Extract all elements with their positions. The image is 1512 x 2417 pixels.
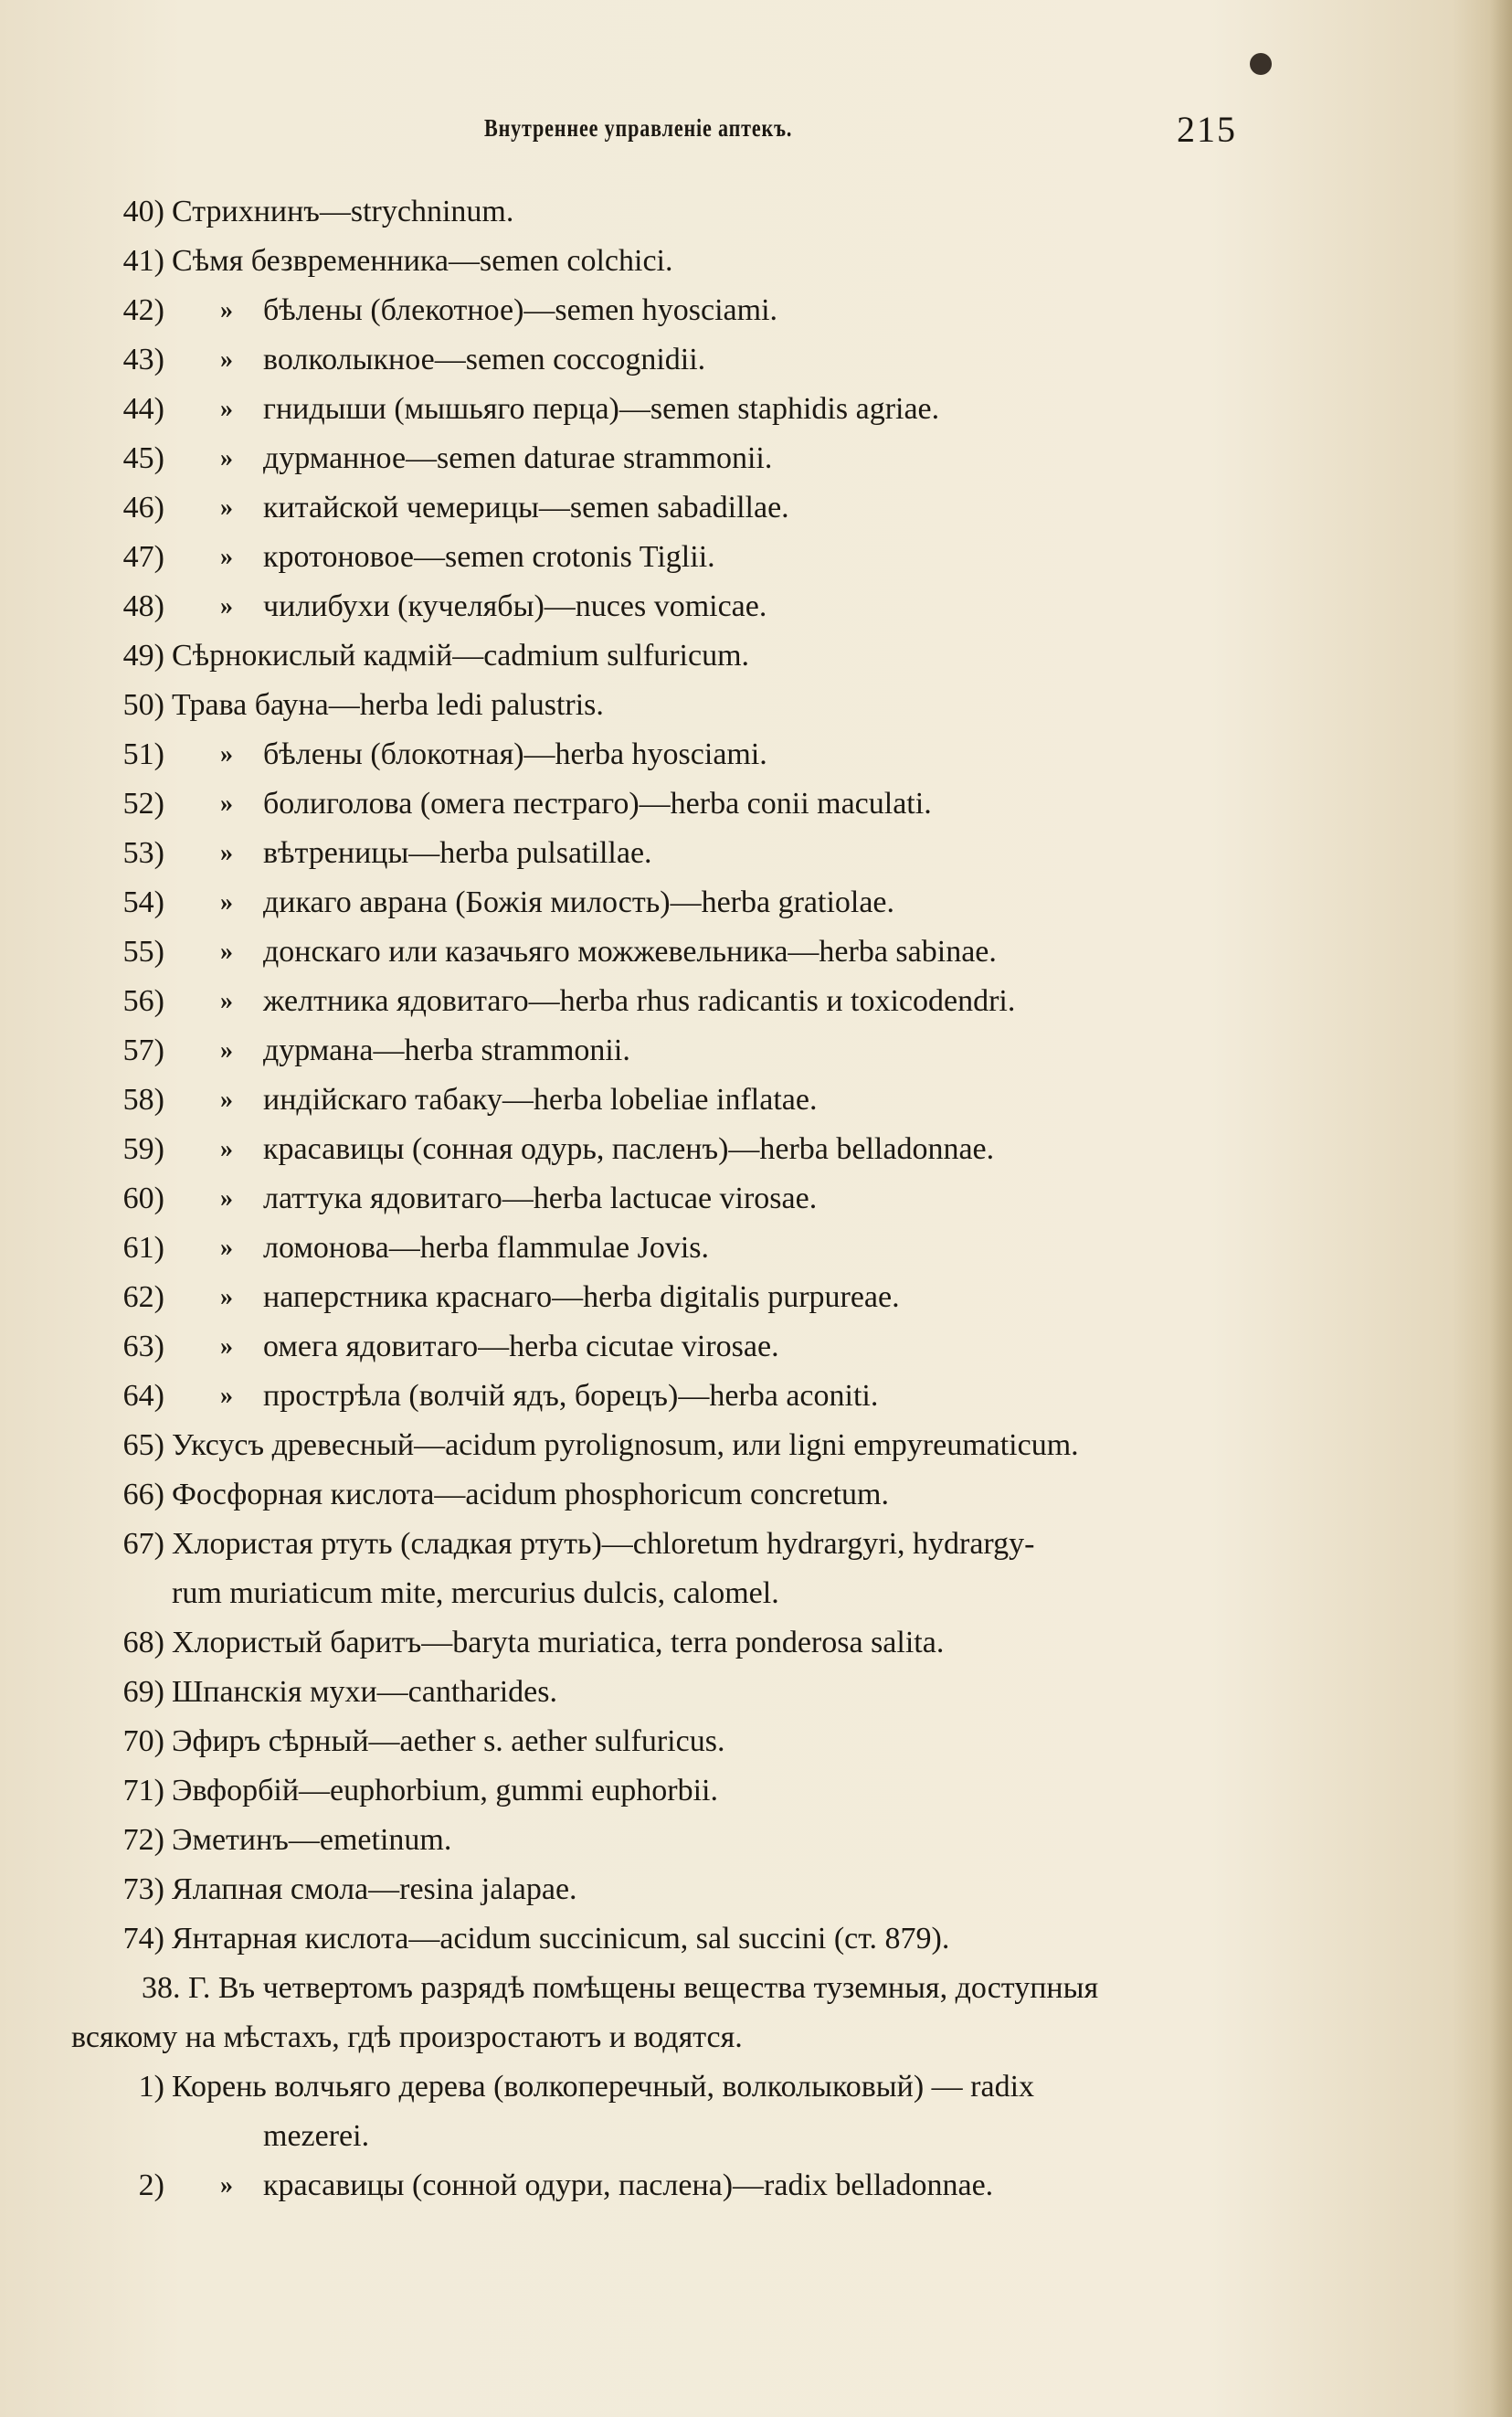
item-text: наперстника краснаго—herba digitalis purpureae.: [263, 1280, 900, 1314]
ditto-mark: »: [220, 1234, 233, 1262]
ditto-mark: »: [220, 740, 233, 769]
list-item: [0, 1224, 1512, 1273]
running-title: Внутреннее управленіе аптекъ.: [484, 114, 793, 142]
list-item: [0, 1076, 1512, 1125]
list-item: [0, 1914, 1512, 1964]
item-text: прострѣла (волчій ядъ, борецъ)—herba aconiti.: [263, 1379, 879, 1413]
ditto-mark: »: [220, 1086, 233, 1114]
ink-dot: [1250, 53, 1272, 75]
paragraph-text: 38. Г. Въ четвертомъ разрядѣ помѣщены вещества туземныя, доступныя: [142, 1971, 1099, 2005]
item-text: индійскаго табаку—herba lobeliae inflatae.: [263, 1083, 818, 1117]
item-number: 58): [122, 1083, 164, 1117]
item-number: 66): [122, 1478, 164, 1511]
ditto-mark: »: [220, 790, 233, 818]
ditto-mark: »: [220, 987, 233, 1015]
ditto-mark: »: [220, 296, 233, 324]
item-text: Трава бауна—herba ledi palustris.: [172, 688, 604, 722]
list-item: [0, 237, 1512, 286]
list-item: [0, 2062, 1512, 2112]
ditto-mark: »: [220, 592, 233, 620]
item-number: 62): [122, 1280, 164, 1314]
item-number: 71): [122, 1774, 164, 1807]
item-text: Хлористый баритъ—baryta muriatica, terra ponderosa salita.: [172, 1626, 945, 1659]
list-item: [0, 1816, 1512, 1865]
item-number: 59): [122, 1132, 164, 1166]
item-text: красавицы (сонной одури, паслена)—radix belladonnae.: [263, 2168, 994, 2202]
item-number: 61): [122, 1231, 164, 1265]
item-text: донскаго или казачьяго можжевельника—herba sabinae.: [263, 935, 997, 969]
item-text: Эфиръ сѣрный—aether s. aether sulfuricus.: [172, 1724, 725, 1758]
ditto-mark: »: [220, 1382, 233, 1410]
item-number: 60): [122, 1182, 164, 1215]
item-number: 74): [122, 1922, 164, 1956]
ditto-mark: »: [220, 1135, 233, 1163]
list-item: [0, 829, 1512, 878]
list-item: [0, 730, 1512, 779]
list-item: [0, 1668, 1512, 1717]
item-text: желтника ядовитаго—herba rhus radicantis и toxicodendri.: [263, 984, 1016, 1018]
list-item-continuation: [0, 2112, 1512, 2161]
list-item: [0, 483, 1512, 533]
item-number: 63): [122, 1330, 164, 1363]
ditto-mark: »: [220, 444, 233, 472]
list-item: [0, 878, 1512, 928]
list-item: [0, 187, 1512, 237]
item-text: бѣлены (блокотная)—herba hyosciami.: [263, 737, 767, 771]
list-item: [0, 385, 1512, 434]
item-text: Ялапная смола—resina jalapae.: [172, 1872, 577, 1906]
item-text: Янтарная кислота—acidum succinicum, sal succini (ст. 879).: [172, 1922, 950, 1956]
ditto-mark: »: [220, 839, 233, 867]
item-number: 40): [122, 195, 164, 228]
item-number: 45): [122, 441, 164, 475]
list-item: [0, 681, 1512, 730]
page-number: 215: [1177, 109, 1237, 150]
paragraph-line: [0, 1964, 1512, 2013]
list-item: [0, 1470, 1512, 1520]
item-number: 52): [122, 787, 164, 821]
item-number: 73): [122, 1872, 164, 1906]
item-text: омега ядовитаго—herba cicutae virosae.: [263, 1330, 779, 1363]
item-number: 41): [122, 244, 164, 278]
item-number: 56): [122, 984, 164, 1018]
item-text: Эметинъ—emetinum.: [172, 1823, 452, 1857]
item-text: латтука ядовитаго—herba lactucae virosae.: [263, 1182, 818, 1215]
item-text: кротоновое—semen crotonis Tiglii.: [263, 540, 715, 574]
item-number: 53): [122, 836, 164, 870]
item-number: 2): [138, 2168, 164, 2202]
item-number: 46): [122, 491, 164, 525]
list-item: [0, 1372, 1512, 1421]
item-number: 65): [122, 1428, 164, 1462]
list-item: [0, 1865, 1512, 1914]
item-number: 49): [122, 639, 164, 673]
item-number: 72): [122, 1823, 164, 1857]
list-item: [0, 434, 1512, 483]
item-text: mezerei.: [263, 2119, 370, 2153]
ditto-mark: »: [220, 1184, 233, 1213]
item-number: 69): [122, 1675, 164, 1709]
item-text: Сѣмя безвременника—semen colchici.: [172, 244, 673, 278]
item-text: Сѣрнокислый кадмій—cadmium sulfuricum.: [172, 639, 750, 673]
ditto-mark: »: [220, 543, 233, 571]
list-item: [0, 582, 1512, 631]
ditto-mark: »: [220, 888, 233, 917]
item-number: 57): [122, 1034, 164, 1067]
ditto-mark: »: [220, 345, 233, 374]
item-text: дикаго аврана (Божія милость)—herba gratiolae.: [263, 885, 895, 919]
item-text: чилибухи (кучелябы)—nuces vomicae.: [263, 589, 767, 623]
list-item: [0, 1618, 1512, 1668]
ditto-mark: »: [220, 1283, 233, 1311]
list-item: [0, 1322, 1512, 1372]
item-text: болиголова (омега пестраго)—herba conii maculati.: [263, 787, 932, 821]
item-number: 54): [122, 885, 164, 919]
list-item: [0, 2161, 1512, 2210]
item-number: 44): [122, 392, 164, 426]
item-text: Корень волчьяго дерева (волкоперечный, волколыковый) — radix: [172, 2070, 1035, 2104]
list-item: [0, 1520, 1512, 1569]
list-item: [0, 1569, 1512, 1618]
ditto-mark: »: [220, 938, 233, 966]
item-text: китайской чемерицы—semen sabadillae.: [263, 491, 789, 525]
list-item: [0, 1717, 1512, 1766]
list-item: [0, 1421, 1512, 1470]
ditto-mark: »: [220, 395, 233, 423]
item-number: 50): [122, 688, 164, 722]
item-text: Фосфорная кислота—acidum phosphoricum concretum.: [172, 1478, 889, 1511]
paragraph-text: всякому на мѣстахъ, гдѣ произростаютъ и водятся.: [71, 2020, 743, 2054]
item-number: 47): [122, 540, 164, 574]
item-text: Уксусъ древесный—acidum pyrolignosum, или ligni empyreumaticum.: [172, 1428, 1079, 1462]
item-number: 1): [138, 2070, 164, 2104]
item-text: вѣтреницы—herba pulsatillae.: [263, 836, 652, 870]
item-text: ломонова—herba flammulae Jovis.: [263, 1231, 710, 1265]
ditto-mark: »: [220, 2171, 233, 2200]
item-text: Эвфорбій—euphorbium, gummi euphorbii.: [172, 1774, 718, 1807]
item-number: 51): [122, 737, 164, 771]
list-item: [0, 1174, 1512, 1224]
item-number: 55): [122, 935, 164, 969]
item-number: 70): [122, 1724, 164, 1758]
list-item: [0, 533, 1512, 582]
item-text: Стрихнинъ—strychninum.: [172, 195, 514, 228]
item-text: дурмана—herba strammonii.: [263, 1034, 630, 1067]
item-text: красавицы (сонная одурь, пасленъ)—herba belladonnae.: [263, 1132, 995, 1166]
item-number: 64): [122, 1379, 164, 1413]
list-item: [0, 631, 1512, 681]
item-number: 67): [122, 1527, 164, 1561]
list-item: [0, 1766, 1512, 1816]
item-text: бѣлены (блекотное)—semen hyosciami.: [263, 293, 778, 327]
item-text: дурманное—semen daturae strammonii.: [263, 441, 773, 475]
item-text: rum muriaticum mite, mercurius dulcis, calomel.: [172, 1576, 779, 1610]
page-content: [0, 187, 1512, 2210]
ditto-mark: »: [220, 1036, 233, 1065]
list-item: [0, 1026, 1512, 1076]
list-item: [0, 1125, 1512, 1174]
item-number: 43): [122, 343, 164, 376]
list-item: [0, 928, 1512, 977]
item-text: Шпанскія мухи—cantharides.: [172, 1675, 557, 1709]
ditto-mark: »: [220, 493, 233, 522]
list-item: [0, 779, 1512, 829]
paragraph-line: [0, 2013, 1512, 2062]
list-item: [0, 977, 1512, 1026]
list-item: [0, 335, 1512, 385]
list-item: [0, 286, 1512, 335]
ditto-mark: »: [220, 1332, 233, 1361]
item-text: Хлористая ртуть (сладкая ртуть)—chloretum hydrargyri, hydrargy-: [172, 1527, 1035, 1561]
item-number: 42): [122, 293, 164, 327]
list-item: [0, 1273, 1512, 1322]
item-text: гнидыши (мышьяго перца)—semen staphidis agriae.: [263, 392, 940, 426]
item-number: 48): [122, 589, 164, 623]
item-number: 68): [122, 1626, 164, 1659]
item-text: волколыкное—semen coccognidii.: [263, 343, 706, 376]
